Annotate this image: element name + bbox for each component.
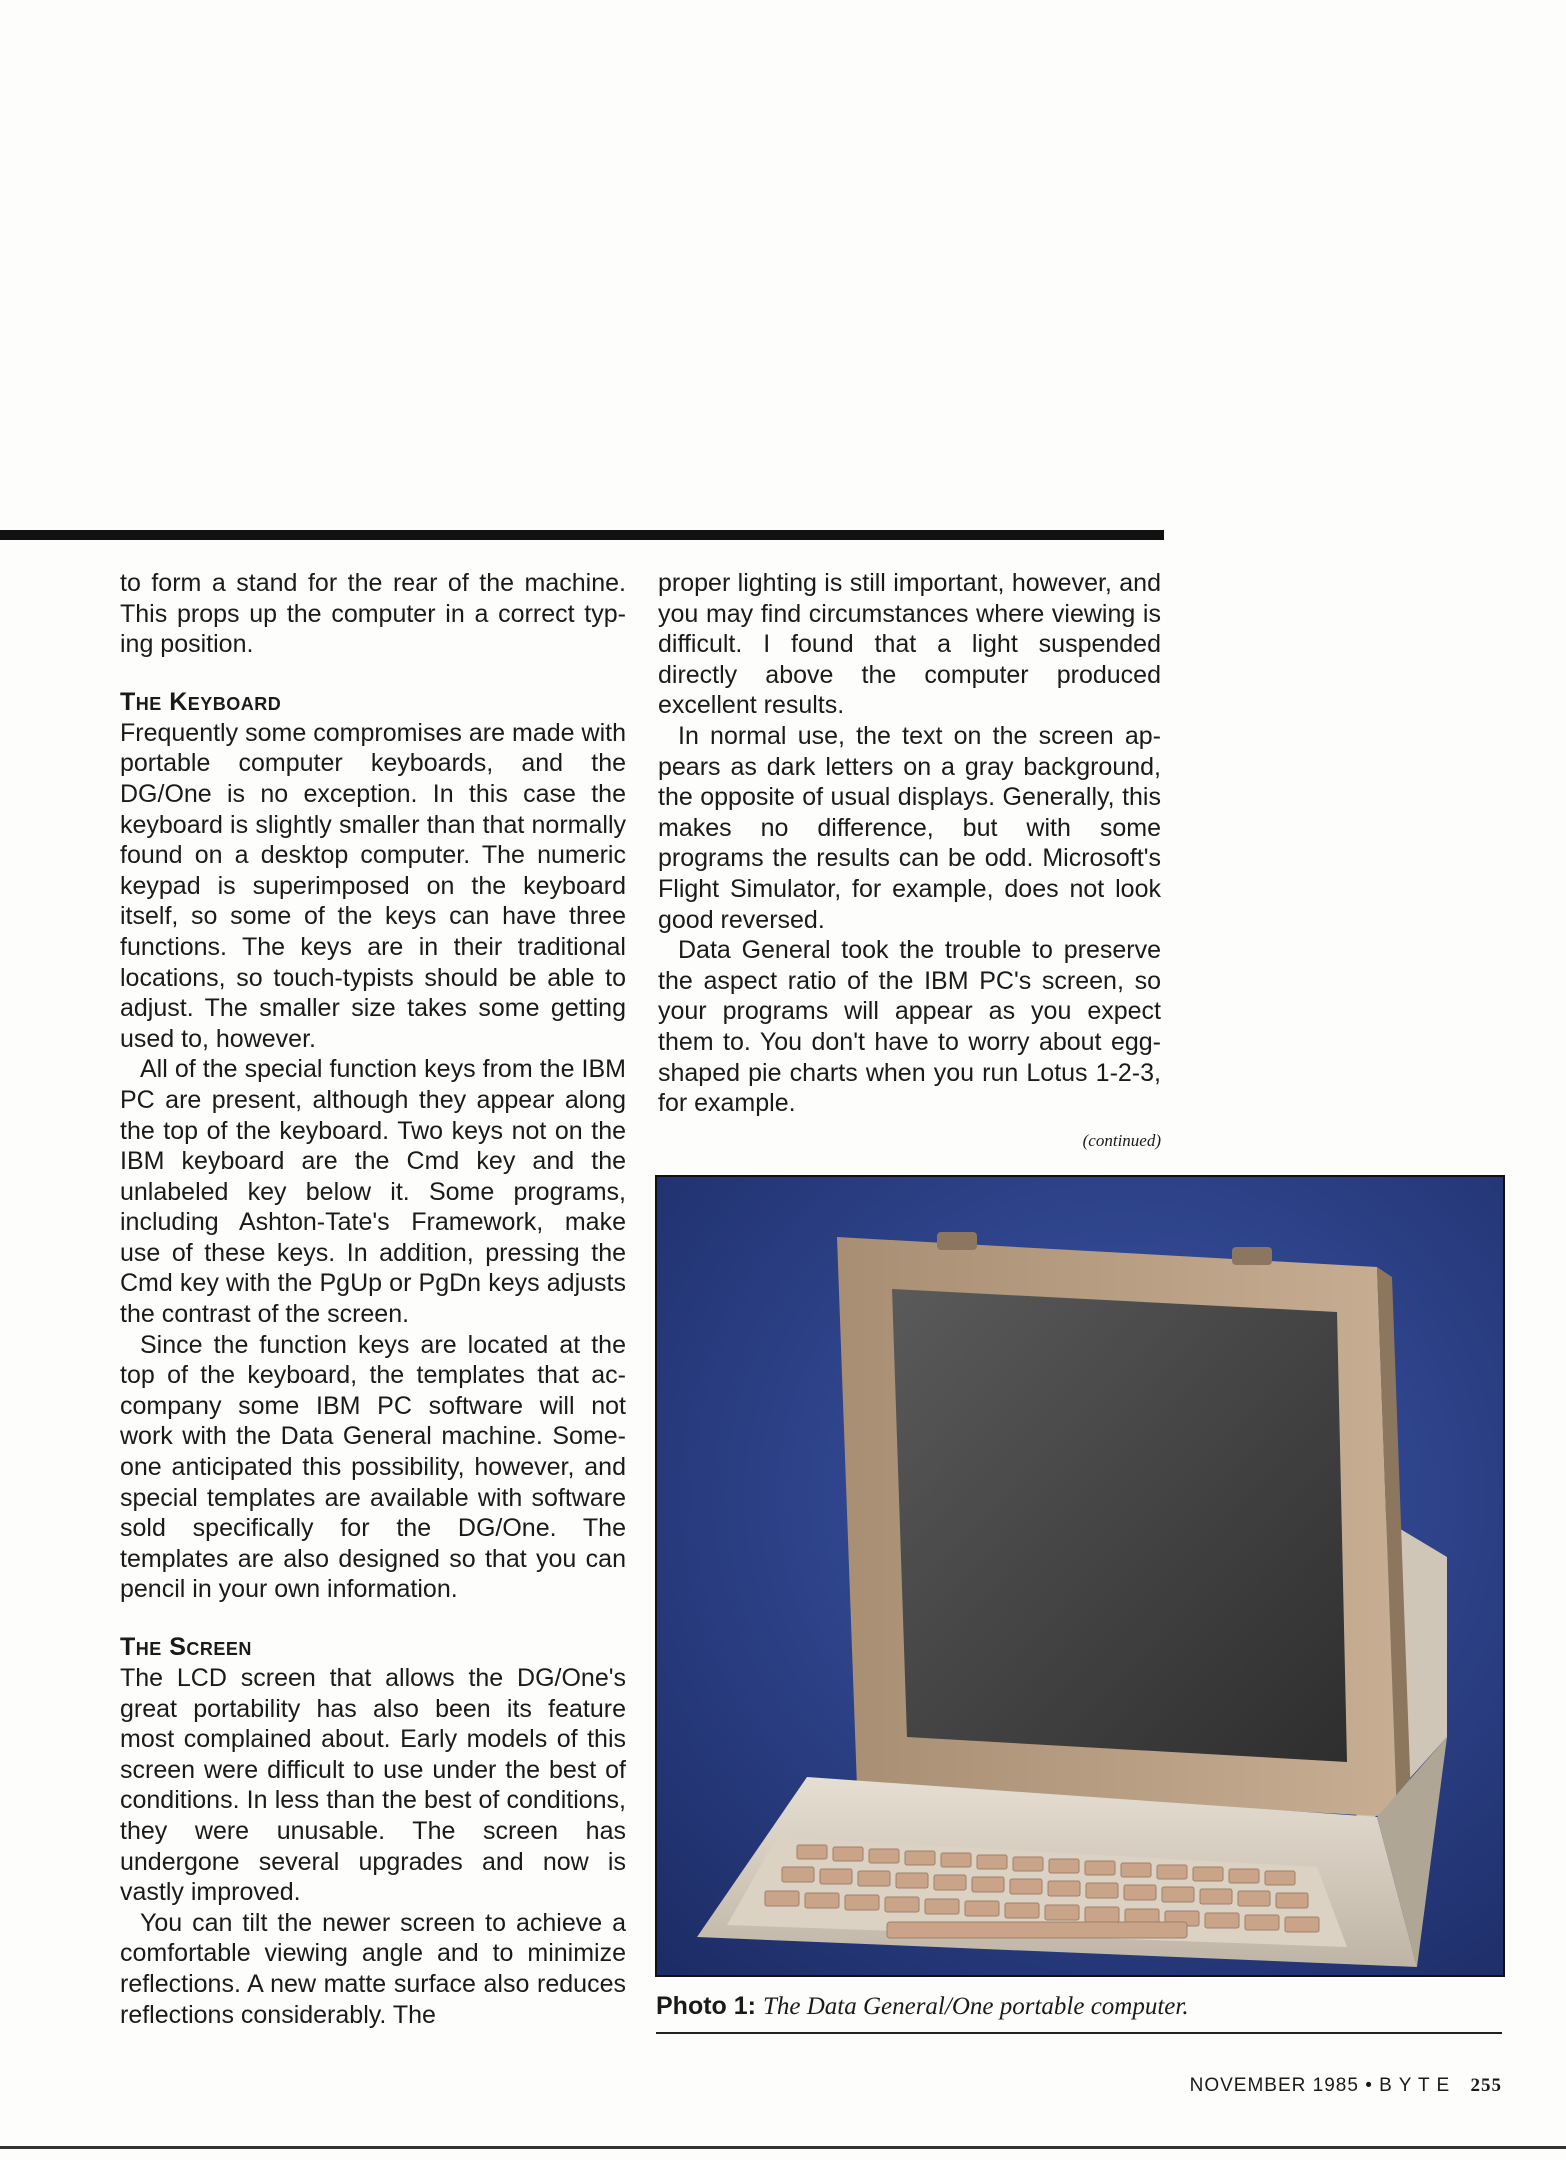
caption-lead: Photo 1: — [656, 1992, 756, 2020]
left-column — [120, 568, 626, 2030]
section-heading-screen: The Screen — [120, 1633, 252, 1661]
photo-caption — [656, 1990, 1502, 2023]
paragraph: to form a stand for the rear of the machine. This props up the computer in a correct typing position. — [120, 569, 626, 659]
caption-text: The Data General/One portable computer. — [762, 1993, 1189, 2020]
right-column — [658, 568, 1161, 1153]
paragraph: In normal use, the text on the screen appears as dark letters on a gray background, the opposite of usual displays. Generally, this makes no difference, but with some programs the results can be odd. Microsoft's Flight Simulator, for example, does not look good reversed. — [658, 721, 1161, 934]
laptop-illustration — [657, 1177, 1503, 1975]
paragraph: Data General took the trouble to preserve the aspect ratio of the IBM PC's screen, so your programs will appear as you expect them to. You don't have to worry about egg-shaped pie charts when you run Lotus 1-2-3, for example. — [658, 936, 1161, 1118]
spacebar — [887, 1922, 1187, 1938]
paragraph: All of the special function keys from the IBM PC are present, although they appear along the top of the keyboard. Two keys not on the IBM keyboard are the Cmd key and the unlabeled key below it. Some programs, including Ashton-Tate's Framework, make use of these keys. In addition, pressing the Cmd key with the PgUp or PgDn keys adjusts the contrast of the screen. — [120, 1055, 626, 1329]
paragraph: proper lighting is still important, however, and you may find circumstances where viewing is difficult. I found that a light suspended directly above the computer produced excellent results. — [658, 569, 1161, 720]
lcd-screen — [892, 1289, 1347, 1762]
paragraph: You can tilt the newer screen to achieve a comfortable viewing angle and to minimize reflections. A new matte surface also reduces reflections considerably. The — [120, 1908, 626, 2029]
computer-photo — [655, 1175, 1505, 1977]
page-number: 255 — [1470, 2075, 1502, 2096]
issue-label: NOVEMBER 1985 • B Y T E — [1189, 2075, 1451, 2096]
caption-rule — [656, 2032, 1502, 2034]
paragraph: Frequently some compromises are made with portable computer keyboards, and the DG/One is no exception. In this case the keyboard is slightly smaller than that normally found on a desktop computer. The numeric keypad is superimposed on the keyboard itself, so some of the keys can have three functions. The keys are in their traditional locations, so touch-typists should be able to adjust. The smaller size takes some getting used to, however. — [120, 718, 626, 1053]
page-footer — [1190, 2075, 1502, 2097]
top-rule — [0, 530, 1164, 540]
section-heading-keyboard: The Keyboard — [120, 687, 282, 716]
paragraph: Since the function keys are located at the top of the keyboard, the templates that accompany some IBM PC software will not work with the Data General machine. Someone anticipated this possibility, however, and special templates are available with software sold specifically for the DG/One. The templates are also designed so that you can pencil in your own information. — [120, 1330, 626, 1604]
paragraph: The LCD screen that allows the DG/One's great portability has also been its feature most complained about. Early models of this screen were difficult to use under the best of conditions. In less than the best of conditions, they were unusable. The screen has undergone several upgrades and now is vastly improved. — [120, 1664, 626, 1907]
continued-label: (continued) — [1082, 1130, 1161, 1150]
bottom-rule — [0, 2146, 1566, 2149]
